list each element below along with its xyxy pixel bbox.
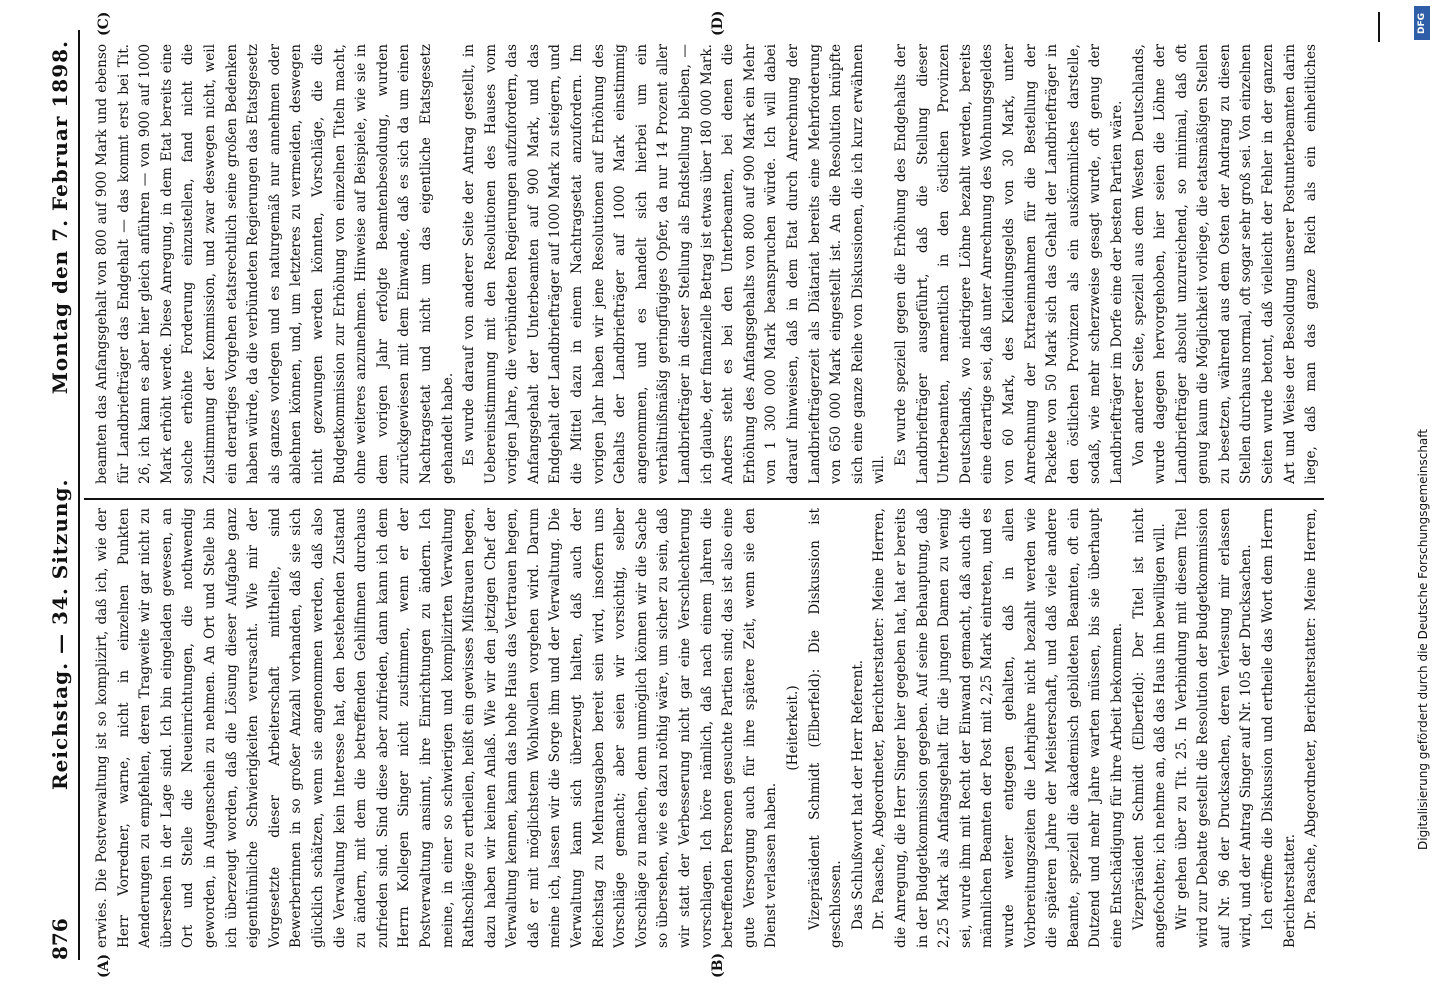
- margin-marker-d: (D): [710, 10, 726, 36]
- paragraph: beamten das Anfangsgehalt von 800 auf 900 Mark und ebenso für Landbriefträger das Endgehalt — das kommt erst bei Tit. 26, ich kann es aber hier gleich anführen — von 900 auf 1000 Mark erhöht werde. Diese Anregung, in dem Etat bereits eine solche erhöhte Forderung einzustellen, fand nicht die Zustimmung der Kommission, und zwar deswegen nicht, weil ein derartiges Vorgehen etatsrechtlich seine großen Bedenken haben würde, da die verbündeten Regierungen das Etatsgesetz als ganzes vorlegen und es naturgemäß nur annehmen oder ablehnen können, und, um letzteres zu vermeiden, deswegen nicht gezwungen werden könnten, Vorschläge, die die Budgetkommission zur Erhöhung von einzelnen Titeln macht, ohne weiteres anzunehmen. Hinweise auf Beispiele, wie sie in dem vorigen Jahr erfolgte Beamtenbesoldung, wurden zurückgewiesen mit dem Einwande, daß es sich da um einen Nachtragsetat und nicht um das eigentliche Etatsgesetz gehandelt habe.: [94, 44, 456, 484]
- margin-marker-c: (C): [96, 11, 112, 36]
- digitization-credit: [1410, 0, 1432, 1000]
- margin-marker-b: (B): [710, 952, 726, 978]
- paragraph: Dr. Paasche, Abgeordneter, Berichterstatter: Meine Herren,: [1303, 508, 1320, 930]
- paragraph: erwies. Die Postverwaltung ist so komplizirt, daß ich, wie der Herr Vorredner, warne, nicht in einzelnen Punkten Aenderungen zu empfehlen, deren Tragweite wir gar nicht zu übersehen in der Lage sind. Ich bin eingeladen gewesen, an Ort und Stelle die Neueinrichtungen, die nothwendig geworden, in Augenschein zu nehmen. An Ort und Stelle bin ich überzeugt worden, daß die Lösung dieser Aufgabe ganz eigenthümliche Schwierigkeiten verursacht. Wie mir der Vorgesetzte dieser Arbeiterschaft mittheilte, sind Bewerberinnen in so großer Anzahl vorhanden, daß sie sich glücklich schätzen, wenn sie angenommen werden, daß also die Verwaltung kein Interesse hat, den bestehenden Zustand zu ändern, mit dem die betreffenden Gehilfinnen durchaus zufrieden sind. Sind diese aber zufrieden, dann kann ich dem Herrn Kollegen Singer nicht zustimmen, wenn er der Postverwaltung ansinnt, ihre Einrichtungen zu ändern. Ich meine, in einer so schwierigen und komplizirten Verwaltung Rathschläge zu ertheilen, heißt ein gewisses Mißtrauen hegen, dazu haben wir keinen Anlaß. Wie wir den jetzigen Chef der Verwaltung kennen, kann das hohe Haus das Vertrauen hegen, daß er mit möglichstem Wohlwollen vorgehen wird. Darum meine ich, lassen wir die Sorge ihm und der Verwaltung. Die Verwaltung kann sich überzeugt halten, daß auch der Reichstag zu Mehrausgaben bereit sein wird, insofern uns Vorschläge gemacht; aber seien wir vorsichtig, selber Vorschläge zu machen, denn unmöglich können wir die Sache so übersehen, wie es dazu nöthig wäre, um sicher zu sein, daß wir statt der Verbesserung nicht gar eine Verschlechterung vorschlagen. Ich höre nämlich, daß nach einem Jahren die betreffenden Personen gesuchte Partien sind; das ist also eine gute Versorgung auch für ihre spätere Zeit, wenn sie den Dienst verlassen haben.: [94, 508, 780, 948]
- header-session-title: Reichstag. — 34. Sitzung.: [48, 478, 72, 790]
- column-divider: [84, 498, 1324, 500]
- paragraph: Von anderer Seite, speziell aus dem Westen Deutschlands, wurde dagegen hervorgehoben, hier seien die Löhne der Landbriefträger absolut unzureichend, so minimal, daß oft genug kaum die Möglichkeit vorliege, die etatsmäßigen Stellen zu besetzen, während aus dem Osten der Andrang zu diesen Stellen durchaus normal, oft sogar sehr groß sei. Von einzelnen Seiten wurde betont, daß vielleicht der Fehler in der ganzen Art und Weise der Besoldung unserer Postunterbeamten darin liege, daß man das ganze Reich als ein einheitliches: [1130, 44, 1320, 484]
- paragraph: Vizepräsident Schmidt (Elberfeld): Der Titel ist nicht angefochten; ich nehme an, daß das Haus ihn bewilligen will.: [1130, 508, 1169, 948]
- reaction-note: (Heiterkeit.): [785, 685, 801, 771]
- right-column: [92, 44, 1322, 484]
- paragraph: Es wurde darauf von anderer Seite der Antrag gestellt, in Uebereinstimmung mit den Resolutionen des Hauses vom vorigen Jahre, die verbündeten Regierungen aufzufordern, das Anfangsgehalt der Unterbeamten auf 900 Mark, und das Endgehalt der Landbriefträger auf 1000 Mark zu steigern, und die Mittel dazu in einem Nachtragsetat anzufordern. Im vorigen Jahr haben wir jene Resolutionen auf Erhöhung des Gehalts der Landbriefträger auf 1000 Mark einstimmig angenommen, und es handelt sich hierbei um ein verhältnißmäßig geringfügiges Opfer, da nur 14 Prozent aller Landbriefträger in dieser Stellung als Endstellung bleiben, — ich glaube, der finanzielle Betrag ist etwas über 180 000 Mark. Anders steht es bei den Unterbeamten, bei denen die Erhöhung des Anfangsgehalts von 800 auf 900 Mark ein Mehr von 1 300 000 Mark beanspruchen würde. Ich will dabei darauf hinweisen, daß in dem Etat durch Anrechnung der Landbriefträgerzeit als Diätariat bereits eine Mehrforderung von 650 000 Mark eingestellt ist. An die Resolution knüpfte sich eine ganze Reihe von Diskussionen, die ich kurz erwähnen will.: [461, 44, 888, 484]
- paragraph: Ich eröffne die Diskussion und ertheile das Wort dem Herrn Berichterstatter.: [1260, 508, 1298, 948]
- scan-edge-mark: [1378, 12, 1380, 42]
- paragraph: Das Schlußwort hat der Herr Referent.: [849, 659, 866, 930]
- margin-marker-a: (A): [96, 953, 112, 978]
- paragraph: Vizepräsident Schmidt (Elberfeld): Die Diskussion ist geschlossen.: [806, 508, 845, 948]
- left-column: [92, 508, 1322, 948]
- paragraph: Wir gehen über zu Tit. 25. In Verbindung mit diesem Titel wird zur Debatte gestellt die Resolution der Budgetkommission auf Nr. 96 der Drucksachen, deren Verlesung mir erlassen wird, und der Antrag Singer auf Nr. 105 der Drucksachen.: [1173, 508, 1255, 948]
- digitization-credit-text: Digitalisierung gefördert durch die Deutsche Forschungsgemeinschaft: [1416, 428, 1430, 850]
- paragraph: Dr. Paasche, Abgeordneter, Berichterstatter: Meine Herren, die Anregung, die Herr Singer hier gegeben hat, hat er bereits in der Budgetkommission gegeben. Auf seine Behauptung, daß 2,25 Mark als Anfangsgehalt für die jungen Damen zu wenig sei, wurde ihm mit Recht der Einwand gemacht, daß auch die männlichen Beamten der Post mit 2,25 Mark eintreten, und es wurde weiter entgegen gehalten, daß in allen Vorbereitungszeiten die Lehrjahre nicht bezahlt werden wie die späteren Jahre der Meisterschaft, und daß viele andere Beamte, speziell die akademisch gebildeten Beamten, oft ein Dutzend und mehr Jahre warten müssen, bis sie überhaupt eine Entschädigung für ihre Arbeit bekommen.: [871, 508, 1125, 948]
- header-date: Montag den 7. Februar 1898.: [48, 40, 72, 395]
- paragraph: Es wurde speziell gegen die Erhöhung des Endgehalts der Landbriefträger ausgeführt, daß die Stellung dieser Unterbeamten, namentlich in den östlichen Provinzen Deutschlands, wo niedrigere Löhne bezahlt werden, bereits eine derartige sei, daß unter Anrechnung des Wohnungsgeldes von 60 Mark, des Kleidungsgelds von 30 Mark, unter Anrechnung der Extraeinnahmen für die Bestellung der Packete von 50 Mark sich das Gehalt der Landbriefträger in den östlichen Provinzen als ein auskömmliches darstelle, sodaß, wie mehr scherzweise gesagt wurde, oft genug der Landbriefträger im Dorfe eine der besten Partien wäre.: [892, 44, 1125, 484]
- dfg-logo: DFG: [1414, 6, 1430, 40]
- page-header: [46, 30, 80, 960]
- page-number: 876: [48, 918, 72, 960]
